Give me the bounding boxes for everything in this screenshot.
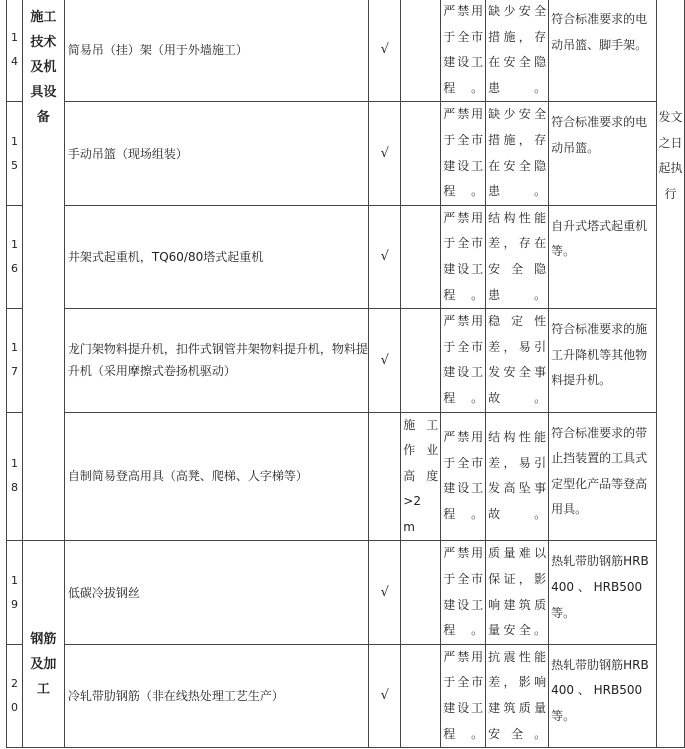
reason-line: 发高坠事 bbox=[488, 481, 547, 496]
scope-line: 严禁用 bbox=[443, 546, 484, 561]
reason-cell bbox=[486, 309, 549, 412]
replacement-line: 动吊篮、脚手架。 bbox=[551, 37, 648, 52]
scope-line: 建设工 bbox=[443, 701, 484, 716]
scope-line: 建设工 bbox=[443, 261, 484, 276]
table-row bbox=[7, 412, 685, 541]
reason-line: 缺少安全 bbox=[488, 107, 547, 122]
check-mark: √ bbox=[369, 102, 401, 205]
replacement-line: 400 、 HRB500 bbox=[551, 580, 643, 595]
reason-line: 患。 bbox=[488, 184, 547, 199]
scope-line: 严禁用 bbox=[443, 4, 484, 18]
condition-line: 作 业 bbox=[403, 443, 439, 458]
reason-line: 建筑质量 bbox=[488, 701, 547, 716]
condition-cell bbox=[401, 205, 441, 308]
condition-line: 施 工 bbox=[403, 417, 439, 432]
reason-line: 故。 bbox=[488, 507, 547, 522]
condition-cell bbox=[401, 644, 441, 747]
reason-line: 患。 bbox=[488, 287, 547, 302]
item-name: 龙门架物料提升机，扣件式钢管井架物料提升机，物料提升机（采用摩擦式卷扬机驱动） bbox=[64, 309, 368, 412]
replacement-line: 动吊篮。 bbox=[551, 140, 600, 155]
category-line: 备 bbox=[36, 110, 50, 125]
reason-cell bbox=[486, 205, 549, 308]
category-cell bbox=[22, 541, 64, 748]
reason-line: 安全。 bbox=[488, 726, 547, 741]
effective-line: 行 bbox=[664, 186, 677, 201]
replacement-line: 符合标准要求的带 bbox=[551, 425, 648, 440]
category-line: 及机 bbox=[30, 60, 57, 75]
item-name: 自制简易登高用具（高凳、爬梯、人字梯等） bbox=[64, 412, 368, 541]
scope-line: 于全市 bbox=[443, 29, 484, 44]
reason-line: 安 全 隐 bbox=[488, 261, 547, 276]
table-row bbox=[7, 309, 685, 412]
condition-line: m bbox=[403, 519, 415, 534]
replacement-line: 等。 bbox=[551, 244, 576, 259]
scope-line: 严禁用 bbox=[443, 430, 484, 445]
scope-line: 建设工 bbox=[443, 158, 484, 173]
condition-line: 高度>2 bbox=[403, 468, 439, 509]
reason-line: 差，影响 bbox=[488, 675, 547, 690]
replacement-line: 符合标准要求的电 bbox=[551, 12, 648, 26]
reason-line: 质量难以 bbox=[488, 546, 547, 561]
replacement-line: 止挡装置的工具式 bbox=[551, 451, 648, 466]
reason-line: 结构性能 bbox=[488, 210, 547, 225]
effective-line: 起执 bbox=[658, 161, 683, 176]
reason-line: 差，存在 bbox=[488, 236, 547, 251]
reason-line: 响建筑质 bbox=[488, 597, 547, 612]
replacement-line: 工升降机等其他物 bbox=[551, 347, 648, 362]
scope-cell bbox=[441, 0, 486, 102]
row-number-digit: 1 bbox=[10, 341, 18, 355]
scope-cell bbox=[441, 309, 486, 412]
scope-cell bbox=[441, 644, 486, 747]
row-number-digit: 1 bbox=[10, 31, 18, 45]
check-mark bbox=[369, 412, 401, 541]
category-label bbox=[23, 541, 64, 702]
category-line: 钢筋 bbox=[30, 632, 57, 648]
replacement-cell bbox=[549, 412, 657, 541]
check-mark: √ bbox=[369, 309, 401, 412]
item-name: 低碳冷拔钢丝 bbox=[64, 541, 368, 644]
reason-cell bbox=[486, 0, 549, 102]
check-mark: √ bbox=[369, 0, 401, 102]
reason-line: 在安全隐 bbox=[488, 158, 547, 173]
reason-line: 差，易引 bbox=[488, 339, 547, 354]
condition-cell bbox=[401, 102, 441, 205]
reason-line: 措施，存 bbox=[488, 132, 547, 147]
replacement-cell bbox=[549, 0, 657, 102]
row-number-digit: 1 bbox=[10, 573, 18, 587]
scope-line: 于全市 bbox=[443, 455, 484, 470]
condition-cell bbox=[401, 541, 441, 644]
scope-line: 于全市 bbox=[443, 236, 484, 251]
row-number bbox=[7, 541, 23, 644]
replacement-line: 400 、 HRB500 bbox=[551, 683, 643, 698]
replacement-line: 热轧带肋钢筋HRB bbox=[551, 657, 649, 672]
table-row bbox=[7, 205, 685, 308]
scope-line: 建设工 bbox=[443, 481, 484, 496]
reason-line: 差，易引 bbox=[488, 455, 547, 470]
replacement-line: 等。 bbox=[551, 709, 576, 724]
row-number-digit: 1 bbox=[10, 457, 18, 471]
scope-line: 严禁用 bbox=[443, 210, 484, 225]
item-name: 简易吊（挂）架（用于外墙施工） bbox=[64, 0, 368, 102]
row-number bbox=[7, 412, 23, 541]
item-name: 井架式起重机，TQ60/80塔式起重机 bbox=[64, 205, 368, 308]
scope-line: 严禁用 bbox=[443, 649, 484, 664]
table-row bbox=[7, 0, 685, 102]
row-number-digit: 5 bbox=[10, 158, 18, 172]
row-number-digit: 0 bbox=[10, 701, 18, 715]
item-name: 手动吊篮（现场组装） bbox=[64, 102, 368, 205]
scope-line: 于全市 bbox=[443, 675, 484, 690]
replacement-line: 等。 bbox=[551, 605, 576, 620]
scope-line: 严禁用 bbox=[443, 314, 484, 329]
reason-line: 措施，存 bbox=[488, 29, 547, 44]
check-mark: √ bbox=[369, 541, 401, 644]
row-number-digit: 8 bbox=[10, 481, 18, 495]
scope-line: 程。 bbox=[443, 507, 484, 522]
reason-line: 缺少安全 bbox=[488, 4, 547, 18]
scope-cell bbox=[441, 205, 486, 308]
scope-cell bbox=[441, 102, 486, 205]
reason-line: 故。 bbox=[488, 390, 547, 405]
row-number-digit: 1 bbox=[10, 237, 18, 251]
effective-line: 之日 bbox=[658, 135, 683, 150]
scope-line: 严禁用 bbox=[443, 107, 484, 122]
effective-date-cell bbox=[656, 0, 684, 748]
scope-line: 程。 bbox=[443, 726, 484, 741]
reason-line: 发安全事 bbox=[488, 365, 547, 380]
reason-line: 抗震性能 bbox=[488, 649, 547, 664]
scope-line: 程。 bbox=[443, 623, 484, 638]
table-row bbox=[7, 541, 685, 644]
scope-line: 建设工 bbox=[443, 365, 484, 380]
reason-line: 患。 bbox=[488, 80, 547, 95]
scope-cell bbox=[441, 541, 486, 644]
replacement-line: 用具。 bbox=[551, 502, 588, 517]
reason-cell bbox=[486, 644, 549, 747]
row-number bbox=[7, 205, 23, 308]
reason-line: 量安全。 bbox=[488, 623, 547, 638]
category-line: 及加 bbox=[30, 657, 57, 673]
replacement-line: 符合标准要求的施 bbox=[551, 322, 648, 337]
check-mark: √ bbox=[369, 205, 401, 308]
scope-line: 程。 bbox=[443, 80, 484, 95]
reason-cell bbox=[486, 541, 549, 644]
replacement-line: 定型化产品等登高 bbox=[551, 476, 648, 491]
row-number-digit: 4 bbox=[10, 55, 18, 69]
row-number-digit: 1 bbox=[10, 134, 18, 148]
row-number-digit: 2 bbox=[10, 677, 18, 691]
replacement-line: 热轧带肋钢筋HRB bbox=[551, 554, 649, 569]
reason-line: 稳 定 性 bbox=[488, 314, 547, 329]
standards-table bbox=[6, 0, 685, 748]
row-number bbox=[7, 102, 23, 205]
check-mark: √ bbox=[369, 644, 401, 747]
category-line: 具设 bbox=[30, 85, 57, 100]
scope-line: 建设工 bbox=[443, 597, 484, 612]
replacement-cell bbox=[549, 644, 657, 747]
row-number-digit: 9 bbox=[10, 597, 18, 611]
reason-line: 结构性能 bbox=[488, 430, 547, 445]
row-number bbox=[7, 644, 23, 747]
replacement-line: 符合标准要求的电 bbox=[551, 115, 648, 130]
condition-cell bbox=[401, 412, 441, 541]
scope-cell bbox=[441, 412, 486, 541]
row-number bbox=[7, 0, 23, 102]
category-cell bbox=[22, 0, 64, 541]
row-number-digit: 7 bbox=[10, 365, 18, 379]
scope-line: 于全市 bbox=[443, 339, 484, 354]
table-row bbox=[7, 644, 685, 747]
reason-line: 在安全隐 bbox=[488, 55, 547, 70]
scope-line: 程。 bbox=[443, 390, 484, 405]
replacement-line: 自升式塔式起重机 bbox=[551, 218, 648, 233]
condition-cell bbox=[401, 309, 441, 412]
category-line: 工 bbox=[36, 682, 50, 698]
reason-line: 保证，影 bbox=[488, 572, 547, 587]
effective-line: 发文 bbox=[658, 110, 683, 124]
table-row bbox=[7, 102, 685, 205]
reason-cell bbox=[486, 412, 549, 541]
replacement-cell bbox=[549, 102, 657, 205]
scope-line: 建设工 bbox=[443, 55, 484, 70]
row-number-digit: 6 bbox=[10, 261, 18, 275]
item-name: 冷轧带肋钢筋（非在线热处理工艺生产） bbox=[64, 644, 368, 747]
category-line: 施工 bbox=[30, 10, 57, 25]
replacement-line: 料提升机。 bbox=[551, 373, 612, 388]
scope-line: 于全市 bbox=[443, 572, 484, 587]
condition-cell bbox=[401, 0, 441, 102]
category-line: 技术 bbox=[30, 35, 57, 50]
category-label bbox=[23, 0, 64, 130]
replacement-cell bbox=[549, 309, 657, 412]
scope-line: 于全市 bbox=[443, 132, 484, 147]
replacement-cell bbox=[549, 541, 657, 644]
scope-line: 程。 bbox=[443, 287, 484, 302]
row-number bbox=[7, 309, 23, 412]
reason-cell bbox=[486, 102, 549, 205]
scope-line: 程。 bbox=[443, 184, 484, 199]
replacement-cell bbox=[549, 205, 657, 308]
